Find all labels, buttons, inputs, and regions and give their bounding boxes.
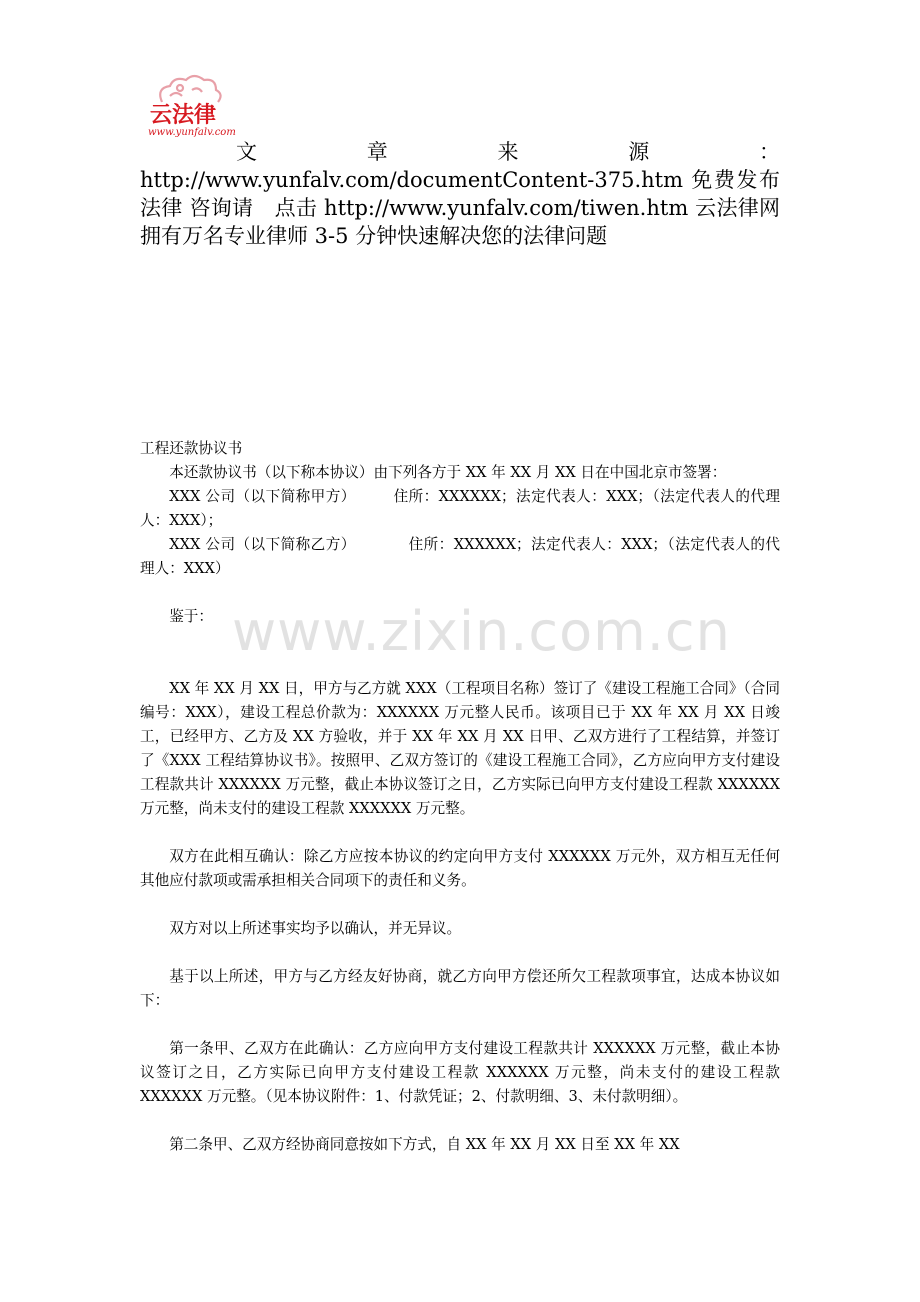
source-heading-char: 章 bbox=[366, 140, 388, 164]
source-block bbox=[140, 138, 780, 250]
document-title: 工程还款协议书 bbox=[140, 440, 243, 457]
intro-paragraph: 本还款协议书（以下称本协议）由下列各方于 XX 年 XX 月 XX 日在中国北京市签署： bbox=[169, 464, 727, 481]
party-b: XXX 公司（以下简称乙方） 住所：XXXXXX；法定代表人：XXX；（法定代表人的代理人：XXX） bbox=[140, 536, 780, 577]
logo-graphic bbox=[140, 72, 240, 142]
source-heading-char: 文 bbox=[236, 140, 257, 164]
article-1: 第一条甲、乙双方在此确认：乙方应向甲方支付建设工程款共计 XXXXXX 万元整，截止本协议签订之日，乙方实际已向甲方支付建设工程款 XXXXXX 万元整，尚未支付的建设工程款 XXXXXX 万元整。（见本协议附件：1、付款凭证；2、付款明细、3、未付款明细）。 bbox=[140, 1040, 780, 1105]
source-heading bbox=[140, 138, 780, 166]
whereas-heading: 鉴于： bbox=[169, 608, 213, 625]
yunfalv-logo bbox=[140, 72, 240, 142]
paragraph-4: 基于以上所述，甲方与乙方经友好协商，就乙方向甲方偿还所欠工程款项事宜，达成本协议如下： bbox=[140, 968, 780, 1009]
watermark: www.zixin.com.cn bbox=[232, 600, 731, 663]
source-heading-char: 源 bbox=[628, 140, 650, 164]
party-a: XXX 公司（以下简称甲方） 住所：XXXXXX；法定代表人：XXX；（法定代表人的代理人：XXX）； bbox=[140, 488, 780, 529]
source-heading-char: ： bbox=[759, 140, 780, 164]
logo-title: 云法律 bbox=[150, 103, 217, 128]
paragraph-1: XX 年 XX 月 XX 日，甲方与乙方就 XXX（工程项目名称）签订了《建设工程施工合同》（合同编号：XXX），建设工程总价款为：XXXXXX 万元整人民币。该项目已于 XX 年 XX 月 XX 日竣工，已经甲方、乙方及 XX 方验收，并于 XX 年 XX 月 XX 日甲、乙双方进行了工程结算，并签订了《XXX 工程结算协议书》。按照甲、乙双方签订的《建设工程施工合同》，乙方应向甲方支付建设工程款共计 XXXXXX 万元整，截止本协议签订之日，乙方实际已向甲方支付建设工程款 XXXXXX 万元整，尚未支付的建设工程款 XXXXXX 万元整。 bbox=[140, 680, 780, 817]
paragraph-2: 双方在此相互确认：除乙方应按本协议的约定向甲方支付 XXXXXX 万元外，双方相互无任何其他应付款项或需承担相关合同项下的责任和义务。 bbox=[140, 848, 780, 889]
paragraph-3: 双方对以上所述事实均予以确认，并无异议。 bbox=[169, 920, 462, 937]
source-body: http://www.yunfalv.com/documentContent-375.htm 免费发布法律 咨询请 点击 http://www.yunfalv.com/tiwen.htm 云法律网拥有万名专业律师 3-5 分钟快速解决您的法律问题 bbox=[140, 168, 780, 248]
article-2: 第二条甲、乙双方经协商同意按如下方式，自 XX 年 XX 月 XX 日至 XX 年 XX bbox=[169, 1136, 680, 1153]
logo-url: www.yunfalv.com bbox=[148, 127, 236, 138]
document-body bbox=[140, 437, 780, 1157]
source-heading-char: 来 bbox=[497, 140, 519, 164]
